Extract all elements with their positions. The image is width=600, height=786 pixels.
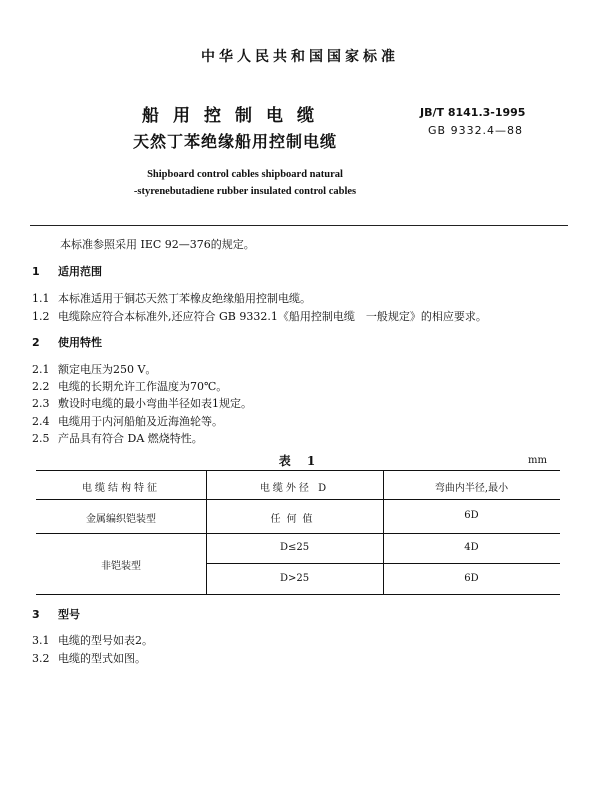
table-cell-diameter-le25: D≤25 xyxy=(279,542,310,553)
table-cell-structure-armored: 金属编织铠装型 xyxy=(86,514,156,525)
clause-text: 额定电压为250 V。 xyxy=(58,363,157,376)
clause-2-2 xyxy=(32,380,227,394)
clause-number: 3.1 xyxy=(32,634,50,647)
table-cell-radius-le25: 4D xyxy=(464,542,479,553)
title-en-line1: Shipboard control cables shipboard natural xyxy=(147,169,343,180)
clause-text: 产品具有符合 DA 燃烧特性。 xyxy=(58,432,203,445)
section-number: 2 xyxy=(32,336,40,349)
table-header-diameter: 电缆外径 D xyxy=(259,483,330,494)
table-caption: 表 1 xyxy=(278,454,322,468)
clause-text: 电缆除应符合本标准外,还应符合 GB 9332.1《船用控制电缆 一般规定》的相应要求。 xyxy=(58,310,487,323)
clause-number: 1.2 xyxy=(32,310,50,323)
national-standard-heading: 中华人民共和国国家标准 xyxy=(201,49,399,65)
clause-text: 电缆的型号如表2。 xyxy=(58,634,153,647)
table-row-rule xyxy=(36,533,560,534)
table-cell-diameter-any: 任何值 xyxy=(270,514,319,525)
clause-number: 3.2 xyxy=(32,652,50,665)
title-en xyxy=(100,166,390,200)
table-cell-radius-gt25: 6D xyxy=(464,573,479,584)
section-title: 型号 xyxy=(58,608,80,621)
clause-1-1 xyxy=(32,292,311,306)
clause-text: 电缆的长期允许工作温度为70℃。 xyxy=(58,380,228,393)
section-number: 1 xyxy=(32,265,40,278)
clause-text: 本标准适用于铜芯天然丁苯橡皮绝缘船用控制电缆。 xyxy=(58,292,311,305)
intro-text: 本标准参照采用 IEC 92—376的规定。 xyxy=(60,238,255,251)
table-cell-structure-unarmored: 非铠装型 xyxy=(101,561,141,572)
clause-2-3 xyxy=(32,397,252,411)
clause-number: 2.4 xyxy=(32,415,50,428)
header-rule xyxy=(30,225,568,226)
title-en-line2: -styrenebutadiene rubber insulated control cables xyxy=(133,186,357,197)
table-bottom-rule xyxy=(36,594,560,595)
table-unit: mm xyxy=(528,455,547,466)
clause-number: 2.3 xyxy=(32,397,50,410)
standard-number: JB/T 8141.3-1995 xyxy=(420,106,526,119)
table-header-radius: 弯曲内半径,最小 xyxy=(434,483,509,494)
table-cell-radius-armored: 6D xyxy=(464,510,479,521)
clause-2-4 xyxy=(32,415,223,429)
table-cell-diameter-gt25: D>25 xyxy=(279,573,310,584)
clause-number: 2.1 xyxy=(32,363,50,376)
clause-1-2 xyxy=(32,310,487,324)
section-title: 适用范围 xyxy=(58,265,102,278)
table-header-rule xyxy=(36,499,560,500)
table-header-structure: 电缆结构特征 xyxy=(82,483,160,494)
table-top-rule xyxy=(36,470,560,471)
section-1-heading xyxy=(32,265,102,279)
clause-text: 电缆用于内河船舶及近海渔轮等。 xyxy=(58,415,223,428)
section-3-heading xyxy=(32,608,80,622)
clause-number: 2.5 xyxy=(32,432,50,445)
clause-2-5 xyxy=(32,432,203,446)
clause-3-2 xyxy=(32,652,146,666)
section-title: 使用特性 xyxy=(58,336,102,349)
clause-3-1 xyxy=(32,634,153,648)
clause-2-1 xyxy=(32,363,156,377)
standard-alt-number: GB 9332.4—88 xyxy=(428,124,524,137)
title-cn-line2: 天然丁苯绝缘船用控制电缆 xyxy=(132,132,337,151)
clause-number: 2.2 xyxy=(32,380,50,393)
section-2-heading xyxy=(32,336,102,350)
clause-text: 敷设时电缆的最小弯曲半径如表1规定。 xyxy=(58,397,252,410)
clause-text: 电缆的型式如图。 xyxy=(58,652,146,665)
title-cn-line1: 船用控制电缆 xyxy=(142,106,328,126)
clause-number: 1.1 xyxy=(32,292,50,305)
section-number: 3 xyxy=(32,608,40,621)
